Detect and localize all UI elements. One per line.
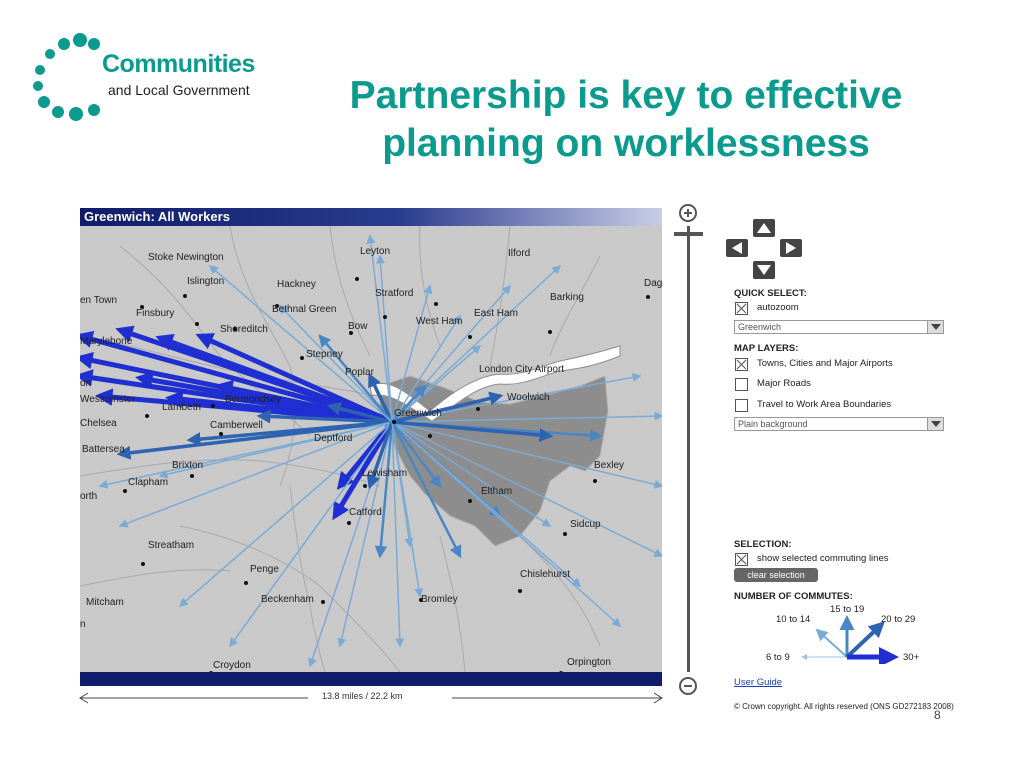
selection-heading: SELECTION: [734,539,792,550]
legend-label-20-29: 20 to 29 [881,614,916,625]
place-label: Streatham [148,540,195,551]
place-label: Ilford [508,248,531,259]
place-dot [383,315,387,319]
place-label: Shoreditch [220,324,268,335]
place-label: Stoke Newington [148,252,224,263]
place-label: Bermondsey [225,394,282,405]
place-dot [428,434,432,438]
place-label: Orpington [567,657,611,668]
pan-down-icon[interactable] [753,261,775,279]
zoom-track[interactable] [687,226,690,672]
place-label: Bromley [421,594,458,605]
layer-roads-checkbox[interactable] [735,378,748,391]
page-number: 8 [934,708,941,722]
place-label: Leyton [360,246,391,257]
map-header-title: Greenwich: All Workers [84,209,230,224]
communities-logo [30,32,270,122]
place-dot [145,414,149,418]
place-dot [434,302,438,306]
place-label: West Ham [416,316,463,327]
legend-label-10-14: 10 to 14 [776,614,811,625]
legend-label-6-9: 6 to 9 [766,652,790,663]
legend-arrow-20-29 [847,624,882,657]
commuting-map[interactable] [80,208,662,686]
place-label: orth [80,491,98,502]
place-label: Brixton [172,460,204,471]
title-line-1: Partnership is key to effective [349,74,903,117]
scale-bar [78,690,664,706]
copyright-notice: © Crown copyright. All rights reserved (ONS GD272183 2008) [734,702,954,711]
layer-towns-label: Towns, Cities and Major Airports [757,358,893,369]
place-label: Catford [349,507,382,518]
place-label: Westminster [80,394,136,405]
place-label: n [80,619,86,630]
map-layers-heading: MAP LAYERS: [734,343,799,354]
background-select[interactable] [734,417,944,431]
place-label: Chelsea [80,418,117,429]
autozoom-label: autozoom [757,302,799,313]
legend-label-30-plus: 30+ [903,652,920,663]
place-dot [195,322,199,326]
zoom-slider-handle[interactable] [674,232,703,236]
place-label: Clapham [128,477,169,488]
place-label: on [80,378,92,389]
show-lines-label: show selected commuting lines [757,553,889,564]
place-dot [518,589,522,593]
place-dot [646,295,650,299]
layer-roads-label: Major Roads [757,378,811,389]
place-dot [141,562,145,566]
user-guide-link[interactable]: User Guide [734,677,783,688]
place-label: Bow [348,321,368,332]
place-label: Stratford [375,288,414,299]
place-label: Deptford [314,433,353,444]
logo-dots-icon [30,32,110,122]
place-label: Stepney [306,349,343,360]
place-dot [244,581,248,585]
place-label: Beckenham [261,594,314,605]
place-dot [190,474,194,478]
place-label: Camberwell [210,420,263,431]
place-dot [392,420,396,424]
place-label: Lambeth [162,402,201,413]
place-label: Greenwich [394,408,442,419]
place-dot [123,489,127,493]
chevron-down-icon[interactable] [927,321,943,333]
place-dot [300,356,304,360]
map-header [80,208,662,226]
commutes-heading: NUMBER OF COMMUTES: [734,591,853,602]
layer-ttwa-label: Travel to Work Area Boundaries [757,399,892,410]
place-label: Woolwich [507,392,550,403]
place-label: London City Airport [479,364,565,375]
area-select[interactable] [734,320,944,334]
pan-right-icon[interactable] [780,239,802,257]
place-dot [363,484,367,488]
place-label: East Ham [474,308,518,319]
pan-left-icon[interactable] [726,239,748,257]
place-label: Barking [550,292,584,303]
logo-word-communities: Communities [102,50,255,78]
title-line-2: planning on worklessness [382,122,870,165]
place-label: Chislehurst [520,569,571,580]
zoom-in-icon[interactable] [679,204,697,222]
pan-up-icon[interactable] [753,219,775,237]
place-label: Hackney [277,279,316,290]
place-dot [183,294,187,298]
show-lines-checkbox[interactable] [735,553,748,566]
layer-towns-checkbox[interactable] [735,358,748,371]
scale-label: 13.8 miles / 22.2 km [322,691,403,701]
place-label: Eltham [481,486,513,497]
place-label: Dag [644,278,662,289]
place-label: Croydon [213,660,251,671]
background-select-value: Plain background [738,419,808,429]
place-dot [468,335,472,339]
place-dot [219,432,223,436]
place-dot [355,277,359,281]
slide-title [296,72,956,168]
place-dot [211,404,215,408]
place-label: Poplar [345,367,374,378]
place-label: Bethnal Green [272,304,337,315]
place-label: Penge [250,564,279,575]
area-select-value: Greenwich [738,322,782,332]
place-dot [548,330,552,334]
place-label: Battersea [82,444,125,455]
place-dot [347,521,351,525]
map-footer-bar [80,672,662,686]
zoom-out-icon[interactable] [679,677,697,695]
layer-ttwa-checkbox[interactable] [735,399,748,412]
place-dot [468,499,472,503]
place-label: Bexley [594,460,625,471]
place-dot [321,600,325,604]
place-dot [563,532,567,536]
legend-label-15-19: 15 to 19 [830,604,865,615]
place-label: Sidcup [570,519,601,530]
place-label: en Town [80,295,118,306]
logo-word-government: and Local Government [108,82,250,98]
autozoom-checkbox[interactable] [735,302,748,315]
place-label: Marylebone [80,336,133,347]
clear-selection-button[interactable]: clear selection [734,568,818,582]
place-label: Lewisham [362,468,408,479]
place-dot [476,407,480,411]
legend-arrow-10-14 [817,630,847,657]
place-label: Mitcham [86,597,124,608]
place-label: Islington [187,276,225,287]
quick-select-heading: QUICK SELECT: [734,288,807,299]
place-dot [593,479,597,483]
place-label: Finsbury [136,308,175,319]
chevron-down-icon[interactable] [927,418,943,430]
